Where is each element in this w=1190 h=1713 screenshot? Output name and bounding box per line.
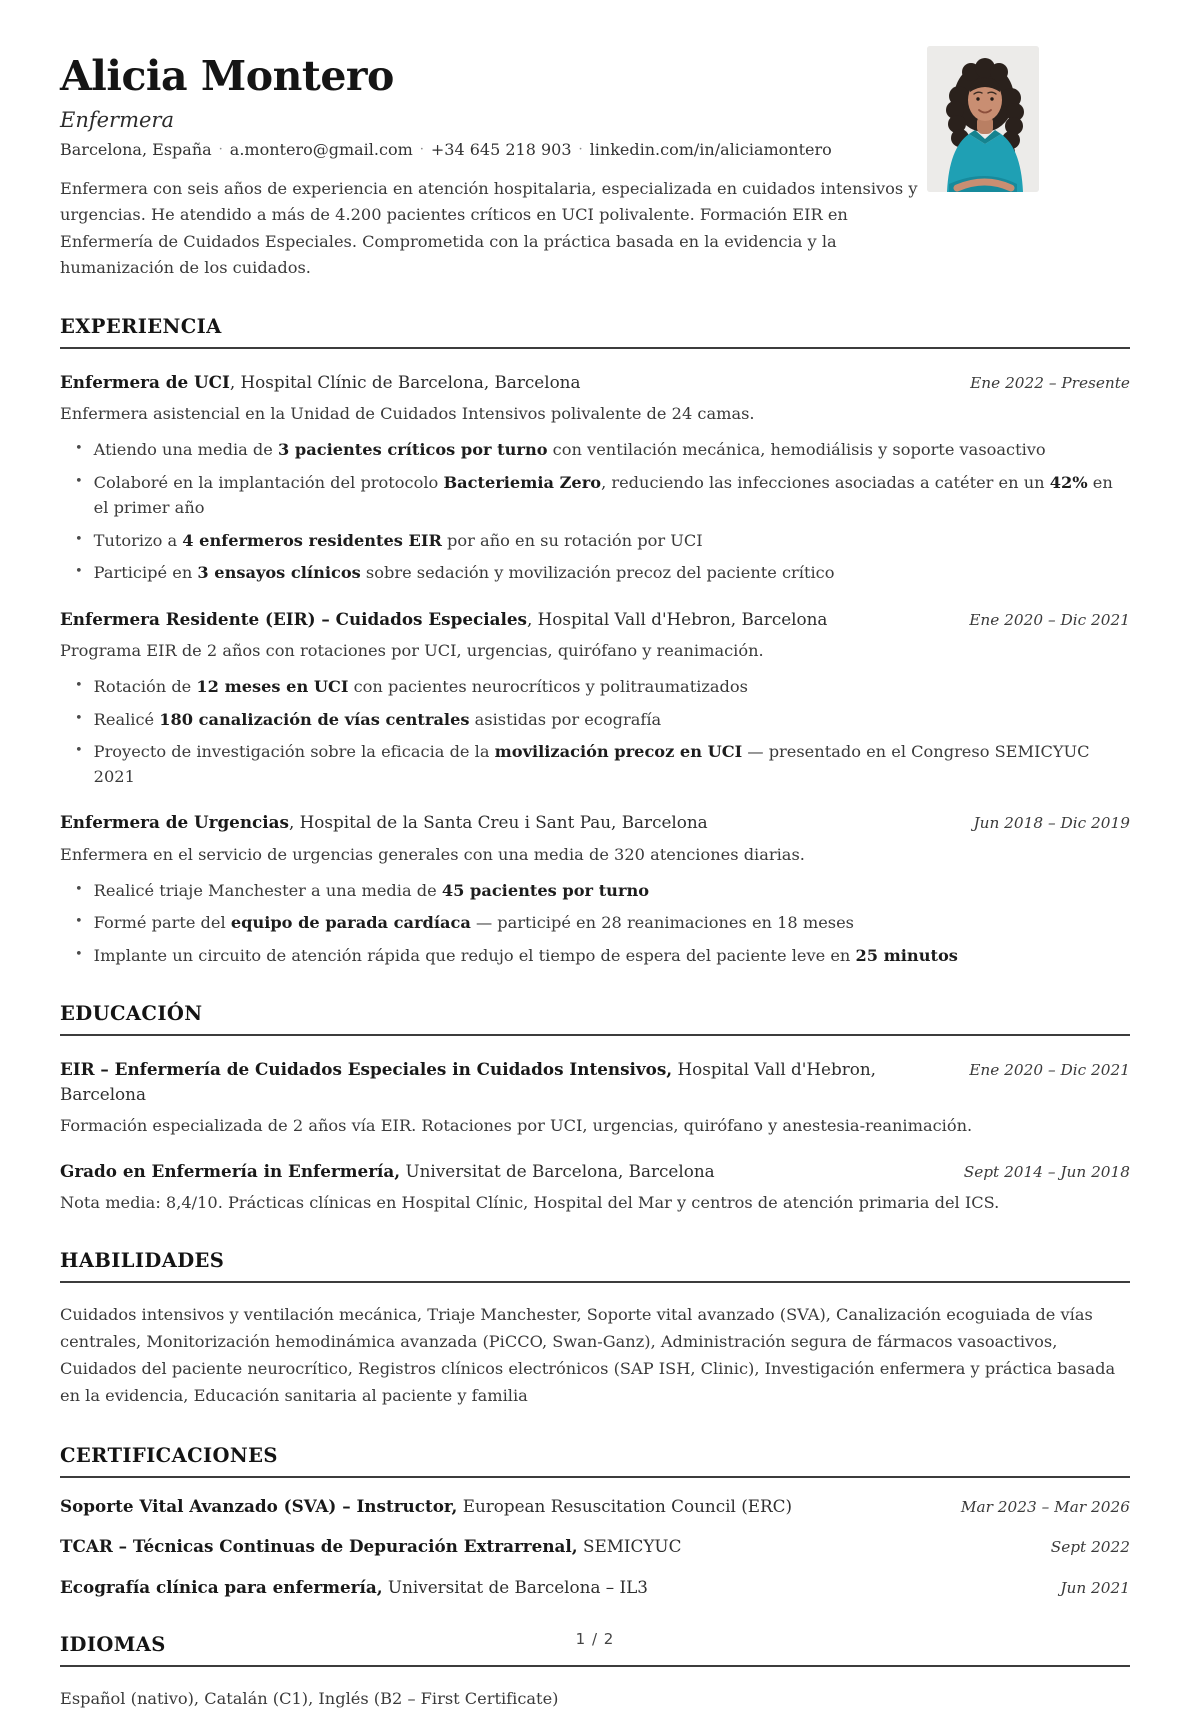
bullet-item <box>75 910 1130 935</box>
entry-title-rest: , Hospital de la Santa Creu i Sant Pau, Barcelona <box>288 812 708 833</box>
entry-header <box>60 1494 1130 1518</box>
contact-location: Barcelona, España <box>60 140 212 160</box>
bullet-text: Tutorizo a 4 enfermeros residentes EIR por año en su rotación por UCI <box>93 530 703 550</box>
entry-header <box>60 1534 1130 1558</box>
entry-date: Ene 2022 – Presente <box>970 374 1130 393</box>
section-educacion <box>60 1002 1130 1215</box>
entry-description: Formación especializada de 2 años vía EIR. Rotaciones por UCI, urgencias, quirófano y anestesia-reanimación. <box>60 1115 973 1135</box>
resume-entry <box>60 1057 1130 1138</box>
entry-header <box>60 370 1130 394</box>
entry-header <box>60 810 1130 834</box>
entry-title-bold: Enfermera de UCI <box>60 372 230 393</box>
experiencia-heading: EXPERIENCIA <box>60 315 1130 349</box>
entry-header <box>60 1057 1130 1106</box>
bullet-item <box>75 878 1130 903</box>
bullet-dot-icon: • <box>75 914 83 930</box>
bullet-dot-icon: • <box>75 474 83 490</box>
bullet-item <box>75 528 1130 553</box>
entry-header <box>60 1159 1130 1183</box>
bullet-dot-icon: • <box>75 710 83 726</box>
resume-entry <box>60 1575 1130 1599</box>
entry-date: Mar 2023 – Mar 2026 <box>960 1498 1130 1517</box>
contact-phone: +34 645 218 903 <box>430 140 572 160</box>
entry-date: Ene 2020 – Dic 2021 <box>969 610 1130 629</box>
bullet-dot-icon: • <box>75 677 83 693</box>
entry-header <box>60 1575 1130 1599</box>
entry-description: Enfermera asistencial en la Unidad de Cuidados Intensivos polivalente de 24 camas. <box>60 404 755 424</box>
bullet-text: Atiendo una media de 3 pacientes críticos por turno con ventilación mecánica, hemodiálisis y soporte vasoactivo <box>93 440 1046 460</box>
bullet-text: Participé en 3 ensayos clínicos sobre sedación y movilización precoz del paciente crítico <box>93 563 835 583</box>
bullet-text: Proyecto de investigación sobre la eficacia de la movilización precoz en UCI — presentado en el Congreso SEMICYUC 2021 <box>93 742 1090 787</box>
bullet-item <box>75 739 1130 789</box>
profile-summary: Enfermera con seis años de experiencia en atención hospitalaria, especializada en cuidados intensivos y urgencias. He atendido a más de 4.200 pacientes críticos en UCI polivalente. Formación EIR en Enfermería de Cuidados Especiales. Comprometida con la práctica basada en la evidencia y la humanización de los cuidados. <box>60 179 918 277</box>
bullet-item <box>75 437 1130 462</box>
entry-date: Ene 2020 – Dic 2021 <box>969 1061 1130 1080</box>
idiomas-heading: IDIOMAS <box>60 1633 1130 1667</box>
bullet-text: Implante un circuito de atención rápida que redujo el tiempo de espera del paciente leve en 25 minutos <box>93 946 958 966</box>
entry-title-bold: Enfermera de Urgencias <box>60 812 289 833</box>
skills-text: Cuidados intensivos y ventilación mecánica, Triaje Manchester, Soporte vital avanzado (SVA), Canalización ecoguiada de vías centrales, Monitorización hemodinámica avanzada (PiCCO, Swan-Ganz), Administración segura de fármacos vasoactivos, Cuidados del paciente neurocrítico, Registros clínicos electrónicos (SAP ISH, Clinic), Investigación enfermera y práctica basada en la evidencia, Educación sanitaria al paciente y familia <box>60 1305 1116 1406</box>
entry-title-bold: Ecografía clínica para enfermería, <box>60 1576 383 1597</box>
entry-bullets <box>60 437 1130 585</box>
bullet-dot-icon: • <box>75 441 83 457</box>
certification-entries <box>60 1494 1130 1599</box>
candidate-name: Alicia Montero <box>60 52 394 100</box>
bullet-item <box>75 707 1130 732</box>
entry-title <box>60 1534 681 1558</box>
resume-entry <box>60 1159 1130 1215</box>
candidate-title: Enfermera <box>60 108 174 133</box>
bullet-item <box>75 560 1130 585</box>
entry-title-rest: Universitat de Barcelona – IL3 <box>382 1576 648 1597</box>
entry-date: Jun 2018 – Dic 2019 <box>973 814 1130 833</box>
profile-photo <box>927 46 1039 192</box>
bullet-text: Rotación de 12 meses en UCI con pacientes neurocríticos y politraumatizados <box>93 676 748 696</box>
bullet-item <box>75 943 1130 968</box>
resume-entry <box>60 607 1130 790</box>
section-experiencia <box>60 315 1130 968</box>
section-certificaciones <box>60 1444 1130 1599</box>
page-number: 1 / 2 <box>575 1630 615 1648</box>
certificaciones-heading: CERTIFICACIONES <box>60 1444 1130 1478</box>
entry-date: Sept 2022 <box>1050 1538 1130 1557</box>
dot-separator-icon: · <box>218 142 223 158</box>
portrait-illustration <box>927 46 1039 192</box>
bullet-text: Formé parte del equipo de parada cardíaca — participé en 28 reanimaciones en 18 meses <box>93 913 854 933</box>
entry-title-rest: , Hospital Clínic de Barcelona, Barcelona <box>229 372 581 393</box>
entry-title-rest: Universitat de Barcelona, Barcelona <box>400 1161 715 1181</box>
education-entries <box>60 1057 1130 1215</box>
entry-title-rest: Hospital Vall d'Hebron, Barcelona <box>60 1059 876 1104</box>
resume-entry <box>60 1534 1130 1558</box>
entry-title <box>60 1575 648 1599</box>
entry-title-bold: Grado en Enfermería in Enfermería, <box>60 1161 401 1181</box>
bullet-text: Realicé 180 canalización de vías centrales asistidas por ecografía <box>93 709 662 729</box>
entry-title-bold: Soporte Vital Avanzado (SVA) – Instructor, <box>60 1496 458 1517</box>
section-habilidades <box>60 1249 1130 1410</box>
entry-title-rest: , Hospital Vall d'Hebron, Barcelona <box>526 608 828 629</box>
bullet-item <box>75 470 1130 520</box>
contact-linkedin: linkedin.com/in/aliciamontero <box>589 140 832 160</box>
entry-date: Sept 2014 – Jun 2018 <box>963 1163 1130 1181</box>
resume-entry <box>60 370 1130 586</box>
entry-title-rest: European Resuscitation Council (ERC) <box>457 1496 793 1517</box>
habilidades-heading: HABILIDADES <box>60 1249 1130 1283</box>
bullet-dot-icon: • <box>75 947 83 963</box>
entry-description: Enfermera en el servicio de urgencias generales con una media de 320 atenciones diarias. <box>60 844 805 864</box>
bullet-dot-icon: • <box>75 531 83 547</box>
entry-title-rest: SEMICYUC <box>577 1536 682 1557</box>
entry-description: Nota media: 8,4/10. Prácticas clínicas en Hospital Clínic, Hospital del Mar y centros de atención primaria del ICS. <box>60 1193 1000 1213</box>
bullet-dot-icon: • <box>75 743 83 759</box>
entry-title-bold: TCAR – Técnicas Continuas de Depuración Extrarrenal, <box>60 1536 578 1557</box>
entry-bullets <box>60 674 1130 789</box>
resume-entry <box>60 1494 1130 1518</box>
entry-title <box>60 1159 715 1183</box>
entry-title <box>60 607 827 631</box>
contact-email: a.montero@gmail.com <box>229 140 413 160</box>
entry-header <box>60 607 1130 631</box>
entry-title <box>60 1494 792 1518</box>
bullet-dot-icon: • <box>75 881 83 897</box>
languages-text: Español (nativo), Catalán (C1), Inglés (B2 – First Certificate) <box>60 1689 559 1709</box>
bullet-dot-icon: • <box>75 564 83 580</box>
bullet-text: Realicé triaje Manchester a una media de 45 pacientes por turno <box>93 880 650 900</box>
bullet-text: Colaboré en la implantación del protocolo Bacteriemia Zero, reduciendo las infecciones asociadas a catéter en un 42% en el primer año <box>93 473 1113 518</box>
resume-entry <box>60 810 1130 968</box>
entry-title <box>60 1057 951 1106</box>
entry-title-bold: EIR – Enfermería de Cuidados Especiales in Cuidados Intensivos, <box>60 1059 673 1080</box>
bullet-item <box>75 674 1130 699</box>
experience-entries <box>60 370 1130 968</box>
entry-title <box>60 810 708 834</box>
dot-separator-icon: · <box>578 142 583 158</box>
entry-date: Jun 2021 <box>1060 1578 1130 1597</box>
entry-description: Programa EIR de 2 años con rotaciones por UCI, urgencias, quirófano y reanimación. <box>60 640 764 660</box>
entry-bullets <box>60 878 1130 968</box>
entry-title <box>60 370 581 394</box>
entry-title-bold: Enfermera Residente (EIR) – Cuidados Especiales <box>60 608 527 629</box>
educacion-heading: EDUCACIÓN <box>60 1002 1130 1036</box>
dot-separator-icon: · <box>419 142 424 158</box>
